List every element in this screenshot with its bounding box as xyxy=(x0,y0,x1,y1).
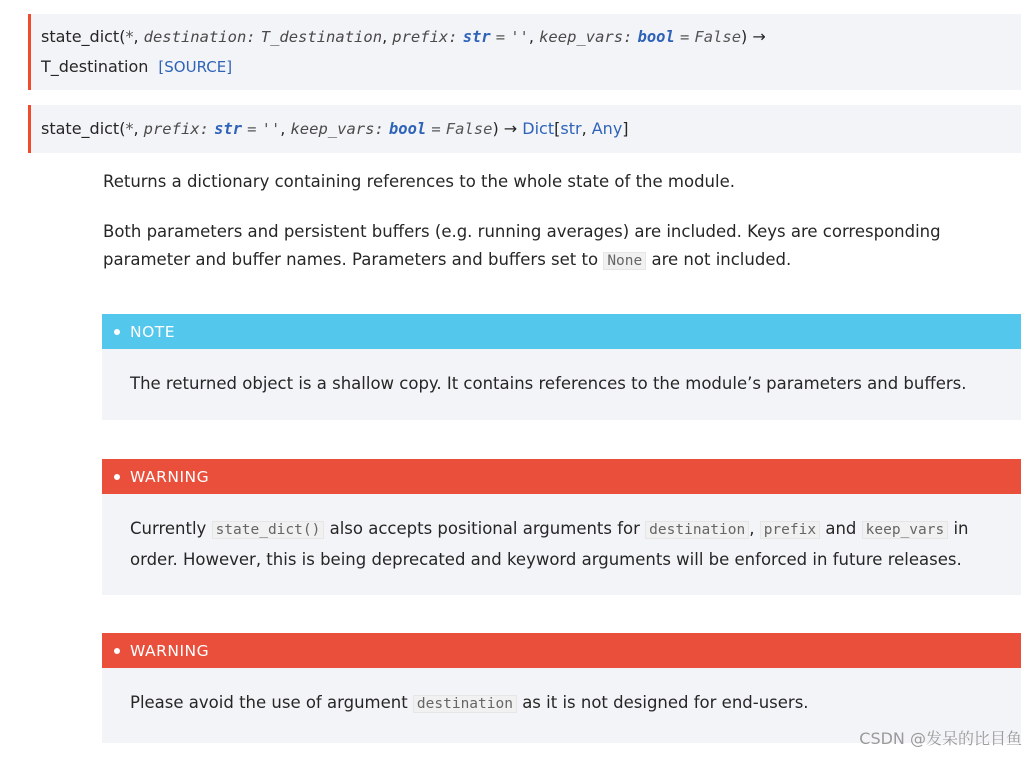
warning-text: Currently xyxy=(130,519,212,538)
param-prefix: prefix xyxy=(392,28,449,46)
bullet-icon xyxy=(114,329,120,335)
watermark: CSDN @发呆的比目鱼 xyxy=(859,729,1022,748)
star-marker: * xyxy=(125,119,134,138)
bracket-open: [ xyxy=(554,119,561,138)
default-keep-vars: False xyxy=(694,28,742,46)
equals: = xyxy=(431,120,441,138)
type-str: str xyxy=(214,120,243,138)
type-bool: bool xyxy=(637,28,675,46)
equals: = xyxy=(679,28,690,46)
note-header xyxy=(102,314,1021,349)
paren-close: ) xyxy=(741,27,748,46)
warning-header xyxy=(102,633,1021,668)
warning-text: Please avoid the use of argument xyxy=(130,693,413,712)
equals: = xyxy=(247,120,257,138)
note-title: NOTE xyxy=(130,322,176,341)
colon: : xyxy=(448,28,458,46)
description-paragraph-1: Returns a dictionary containing references to the whole state of the module. xyxy=(103,172,735,191)
note-body: The returned object is a shallow copy. It contains references to the module’s parameters and buffers. xyxy=(130,374,967,393)
type-bool: bool xyxy=(388,120,427,138)
paren-open: ( xyxy=(119,27,126,46)
code-destination: destination xyxy=(645,521,749,539)
param-destination: destination xyxy=(143,28,247,46)
warning-body xyxy=(102,668,1021,719)
bullet-icon xyxy=(114,474,120,480)
warning-title: WARNING xyxy=(130,641,210,660)
description-paragraph-2 xyxy=(103,218,1023,275)
param-keep-vars: keep_vars xyxy=(290,120,375,138)
code-keep-vars: keep_vars xyxy=(862,521,949,539)
code-destination: destination xyxy=(413,695,517,713)
warning-admonition-1 xyxy=(102,459,1021,595)
description-text: are not included. xyxy=(646,250,792,269)
note-admonition xyxy=(102,314,1021,420)
paren-open: ( xyxy=(119,119,126,138)
colon: : xyxy=(623,28,633,46)
code-none: None xyxy=(603,252,646,270)
comma: , xyxy=(382,27,388,46)
colon: : xyxy=(246,28,256,46)
function-name: state_dict xyxy=(41,119,120,138)
warning-title: WARNING xyxy=(130,467,210,486)
colon: : xyxy=(374,120,384,138)
warning-text: , xyxy=(749,519,760,538)
equals: = xyxy=(495,28,506,46)
return-arrow: → xyxy=(503,119,518,138)
comma: , xyxy=(133,27,139,46)
default-prefix: '' xyxy=(510,28,529,46)
comma: , xyxy=(280,119,286,138)
type-str: str xyxy=(462,28,491,46)
link-dict[interactable]: Dict xyxy=(522,119,555,138)
warning-header xyxy=(102,459,1021,494)
signature-state-dict xyxy=(28,105,1021,153)
param-prefix: prefix xyxy=(143,120,200,138)
comma: , xyxy=(528,27,534,46)
comma: , xyxy=(581,119,592,138)
warning-text: as it is not designed for end-users. xyxy=(516,693,809,712)
default-keep-vars: False xyxy=(445,120,493,138)
type-destination: T_destination xyxy=(260,28,383,46)
description-text: Both parameters and persistent buffers (e.g. running averages) are included. Keys are corresponding parameter and buffer names. Parameters and buffers set to xyxy=(103,222,941,269)
code-prefix: prefix xyxy=(760,521,820,539)
link-str[interactable]: str xyxy=(560,119,582,138)
param-keep-vars: keep_vars xyxy=(539,28,624,46)
source-link[interactable]: [SOURCE] xyxy=(158,58,233,76)
warning-text: and xyxy=(820,519,862,538)
bullet-icon xyxy=(114,648,120,654)
comma: , xyxy=(133,119,139,138)
warning-body xyxy=(102,494,1021,575)
default-prefix: '' xyxy=(261,120,281,138)
warning-text: in order. However, this is being deprecated and keyword arguments will be enforced in future releases. xyxy=(130,519,969,569)
return-type: T_destination xyxy=(41,57,149,76)
paren-close: ) xyxy=(492,119,499,138)
colon: : xyxy=(199,120,209,138)
bracket-close: ] xyxy=(622,119,629,138)
function-name: state_dict xyxy=(41,27,120,46)
link-any[interactable]: Any xyxy=(591,119,623,138)
star-marker: * xyxy=(125,27,134,46)
signature-state-dict-destination xyxy=(28,14,1021,90)
return-arrow: → xyxy=(752,27,766,46)
warning-text: also accepts positional arguments for xyxy=(324,519,646,538)
code-state-dict: state_dict() xyxy=(212,521,325,539)
